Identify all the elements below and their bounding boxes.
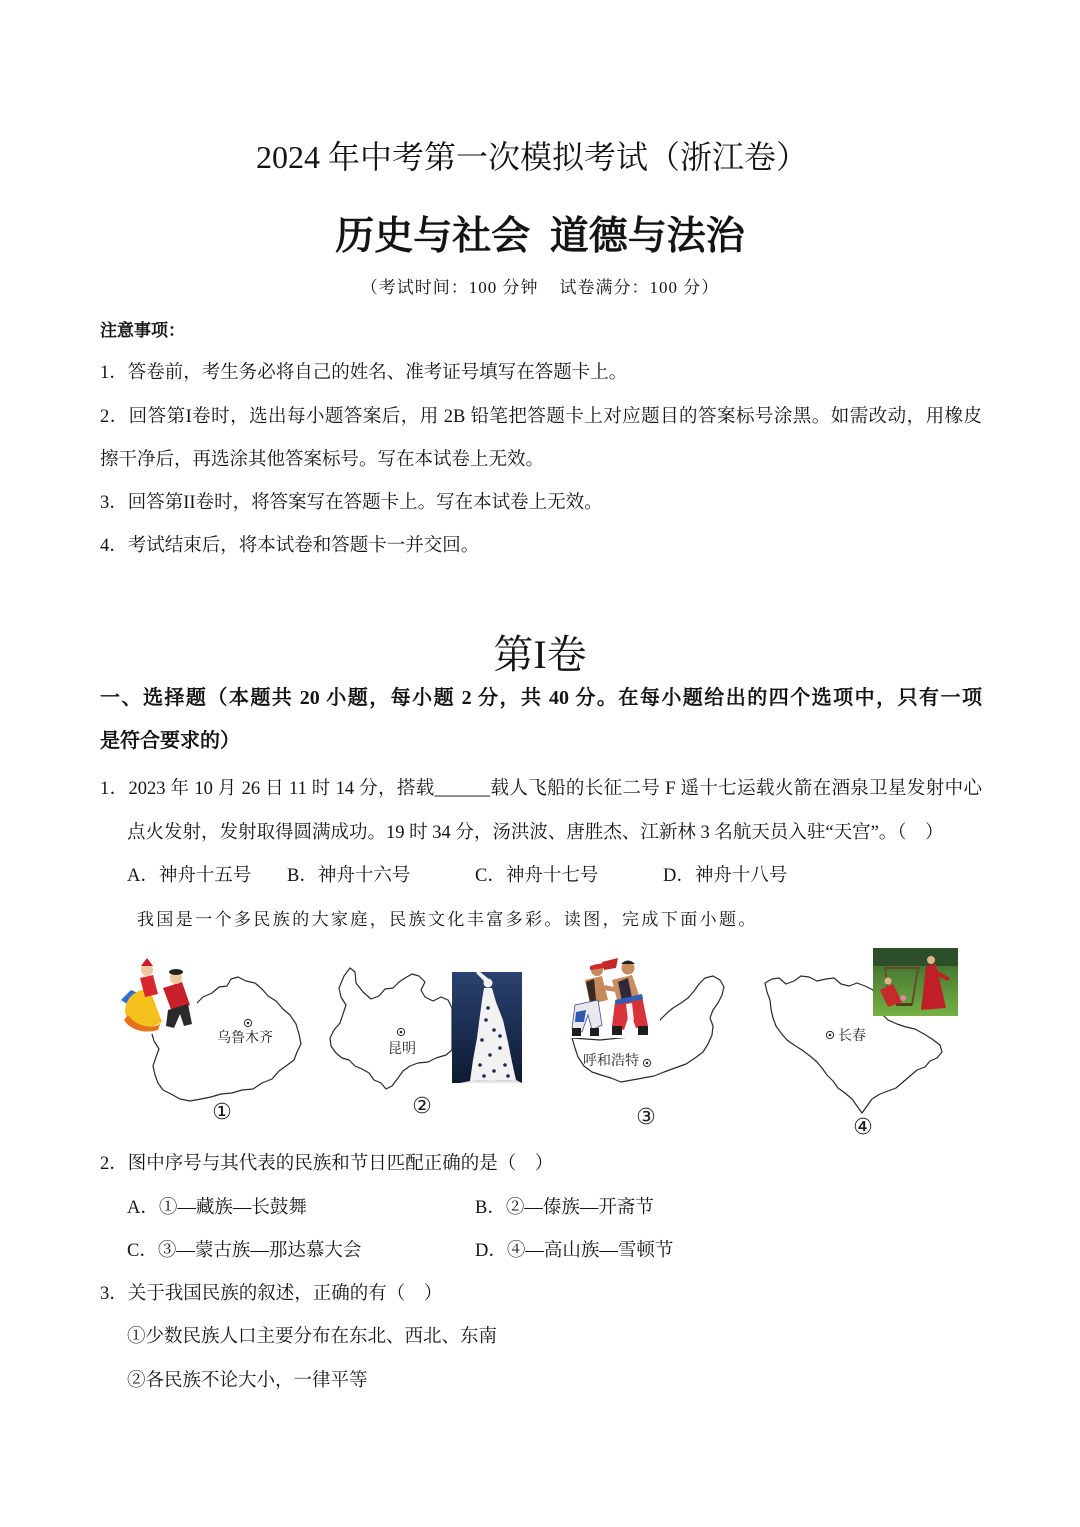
wrestler-right-boot	[612, 1026, 622, 1035]
standing-figure-head	[927, 956, 935, 964]
question-1-option-d: D．神舟十八号	[663, 866, 788, 886]
korean-swing-picture	[873, 948, 958, 1016]
map-number-1: ①	[212, 1100, 232, 1125]
map-number-4: ④	[853, 1115, 873, 1140]
notice-item-1: 1．答卷前，考生务必将自己的姓名、准考证号填写在答题卡上。	[100, 363, 628, 383]
city-label-hohhot: 呼和浩特	[583, 1054, 639, 1069]
feather-dot	[492, 1028, 496, 1032]
feather-dot	[478, 1063, 482, 1067]
city-label-urumqi: 乌鲁木齐	[217, 1031, 273, 1046]
tree-line	[873, 948, 958, 966]
exam-subject: 历史与社会 道德与法治	[335, 215, 745, 258]
question-2-option-a: A．①—藏族—长鼓舞	[127, 1198, 307, 1218]
mongolian-wrestlers-picture	[570, 958, 660, 1038]
city-marker-dot	[400, 1031, 403, 1034]
question-2-option-d: D．④—高山族—雪顿节	[475, 1241, 674, 1261]
map-1-xinjiang	[120, 958, 301, 1125]
feather-dot	[492, 1069, 496, 1073]
feather-dot	[486, 1006, 490, 1010]
notice-item-3: 3．回答第II卷时，将答案写在答题卡上。写在本试卷上无效。	[100, 493, 603, 513]
city-marker-dot	[247, 1022, 250, 1025]
question-1-stem-continued: 点火发射，发射取得圆满成功。19 时 34 分，汤洪波、唐胜杰、江新林 3 名航天员入驻“天宫”。（ ）	[127, 823, 944, 843]
feather-dot	[484, 1018, 488, 1022]
feather-dot	[488, 1053, 492, 1057]
feather-dot	[498, 1046, 502, 1050]
section-heading-continued: 是符合要求的）	[100, 730, 240, 752]
city-label-changchun: 长春	[838, 1029, 866, 1044]
feather-dot	[482, 1074, 486, 1078]
question-3-statement-1: ①少数民族人口主要分布在东北、西北、东南	[127, 1327, 498, 1347]
exam-title: 2024 年中考第一次模拟考试（浙江卷）	[255, 139, 808, 175]
feather-dot	[498, 1034, 502, 1038]
question-3-stem: 3．关于我国民族的叙述，正确的有（ ）	[100, 1284, 443, 1304]
yunnan-outline	[330, 968, 452, 1089]
question-2-stem: 2．图中序号与其代表的民族和节日匹配正确的是（ ）	[100, 1154, 554, 1174]
question-3-statement-2: ②各民族不论大小，一律平等	[127, 1371, 368, 1391]
uygur-dancers-picture	[120, 958, 197, 1034]
feather-dot	[480, 1038, 484, 1042]
feather-dot	[506, 1074, 510, 1078]
seated-figure	[900, 995, 906, 1001]
notice-item-2-continued: 擦干净后，再选涂其他答案标号。写在本试卷上无效。	[100, 450, 545, 470]
city-label-kunming: 昆明	[388, 1042, 416, 1057]
section-heading: 一、选择题（本题共 20 小题，每小题 2 分，共 40 分。在每小题给出的四个选项中，只有一项	[100, 687, 982, 709]
notice-heading: 注意事项：	[100, 321, 185, 340]
male-dancer-hat	[169, 969, 183, 975]
city-marker-dot	[829, 1034, 832, 1037]
question-2-option-c: C．③—蒙古族—那达慕大会	[127, 1241, 362, 1261]
map-number-3: ③	[636, 1105, 656, 1130]
ethnic-regions-maps-figure	[0, 940, 1080, 1140]
question-group-intro: 我国是一个多民族的大家庭，民族文化丰富多彩。读图，完成下面小题。	[137, 910, 758, 929]
question-1-stem: 1．2023 年 10 月 26 日 11 时 14 分，搭载______载人飞船的长征二号 F 遥十七运载火箭在酒泉卫星发射中心	[100, 779, 982, 799]
notice-item-2: 2．回答第I卷时，选出每小题答案后，用 2B 铅笔把答题卡上对应题目的答案标号涂黑。如需改动，用橡皮	[100, 407, 982, 427]
map-2-yunnan	[330, 968, 522, 1119]
part-title: 第I卷	[493, 632, 587, 677]
feather-dot	[503, 1063, 507, 1067]
question-1-option-c: C．神舟十七号	[475, 866, 599, 886]
map-3-inner-mongolia	[570, 958, 724, 1130]
map-4-jilin	[765, 948, 958, 1140]
exam-time-and-score: （考试时间：100 分钟 试卷满分：100 分）	[360, 278, 720, 297]
wrestler-right-boot	[638, 1026, 648, 1035]
question-1-option-b: B．神舟十六号	[287, 866, 411, 886]
question-1-option-a: A．神舟十五号	[127, 866, 252, 886]
question-2-option-b: B．②—傣族—开斋节	[475, 1198, 654, 1218]
notice-item-4: 4．考试结束后，将本试卷和答题卡一并交回。	[100, 536, 480, 556]
map-number-2: ②	[412, 1094, 432, 1119]
dancer-head	[484, 979, 493, 988]
wrestler-left-boot	[572, 1028, 581, 1036]
wrestler-left-boot	[590, 1028, 599, 1036]
swinging-figure-head	[885, 978, 892, 985]
peacock-dance-picture	[452, 971, 522, 1083]
city-marker-dot	[646, 1062, 649, 1065]
swing-board	[896, 1003, 912, 1006]
